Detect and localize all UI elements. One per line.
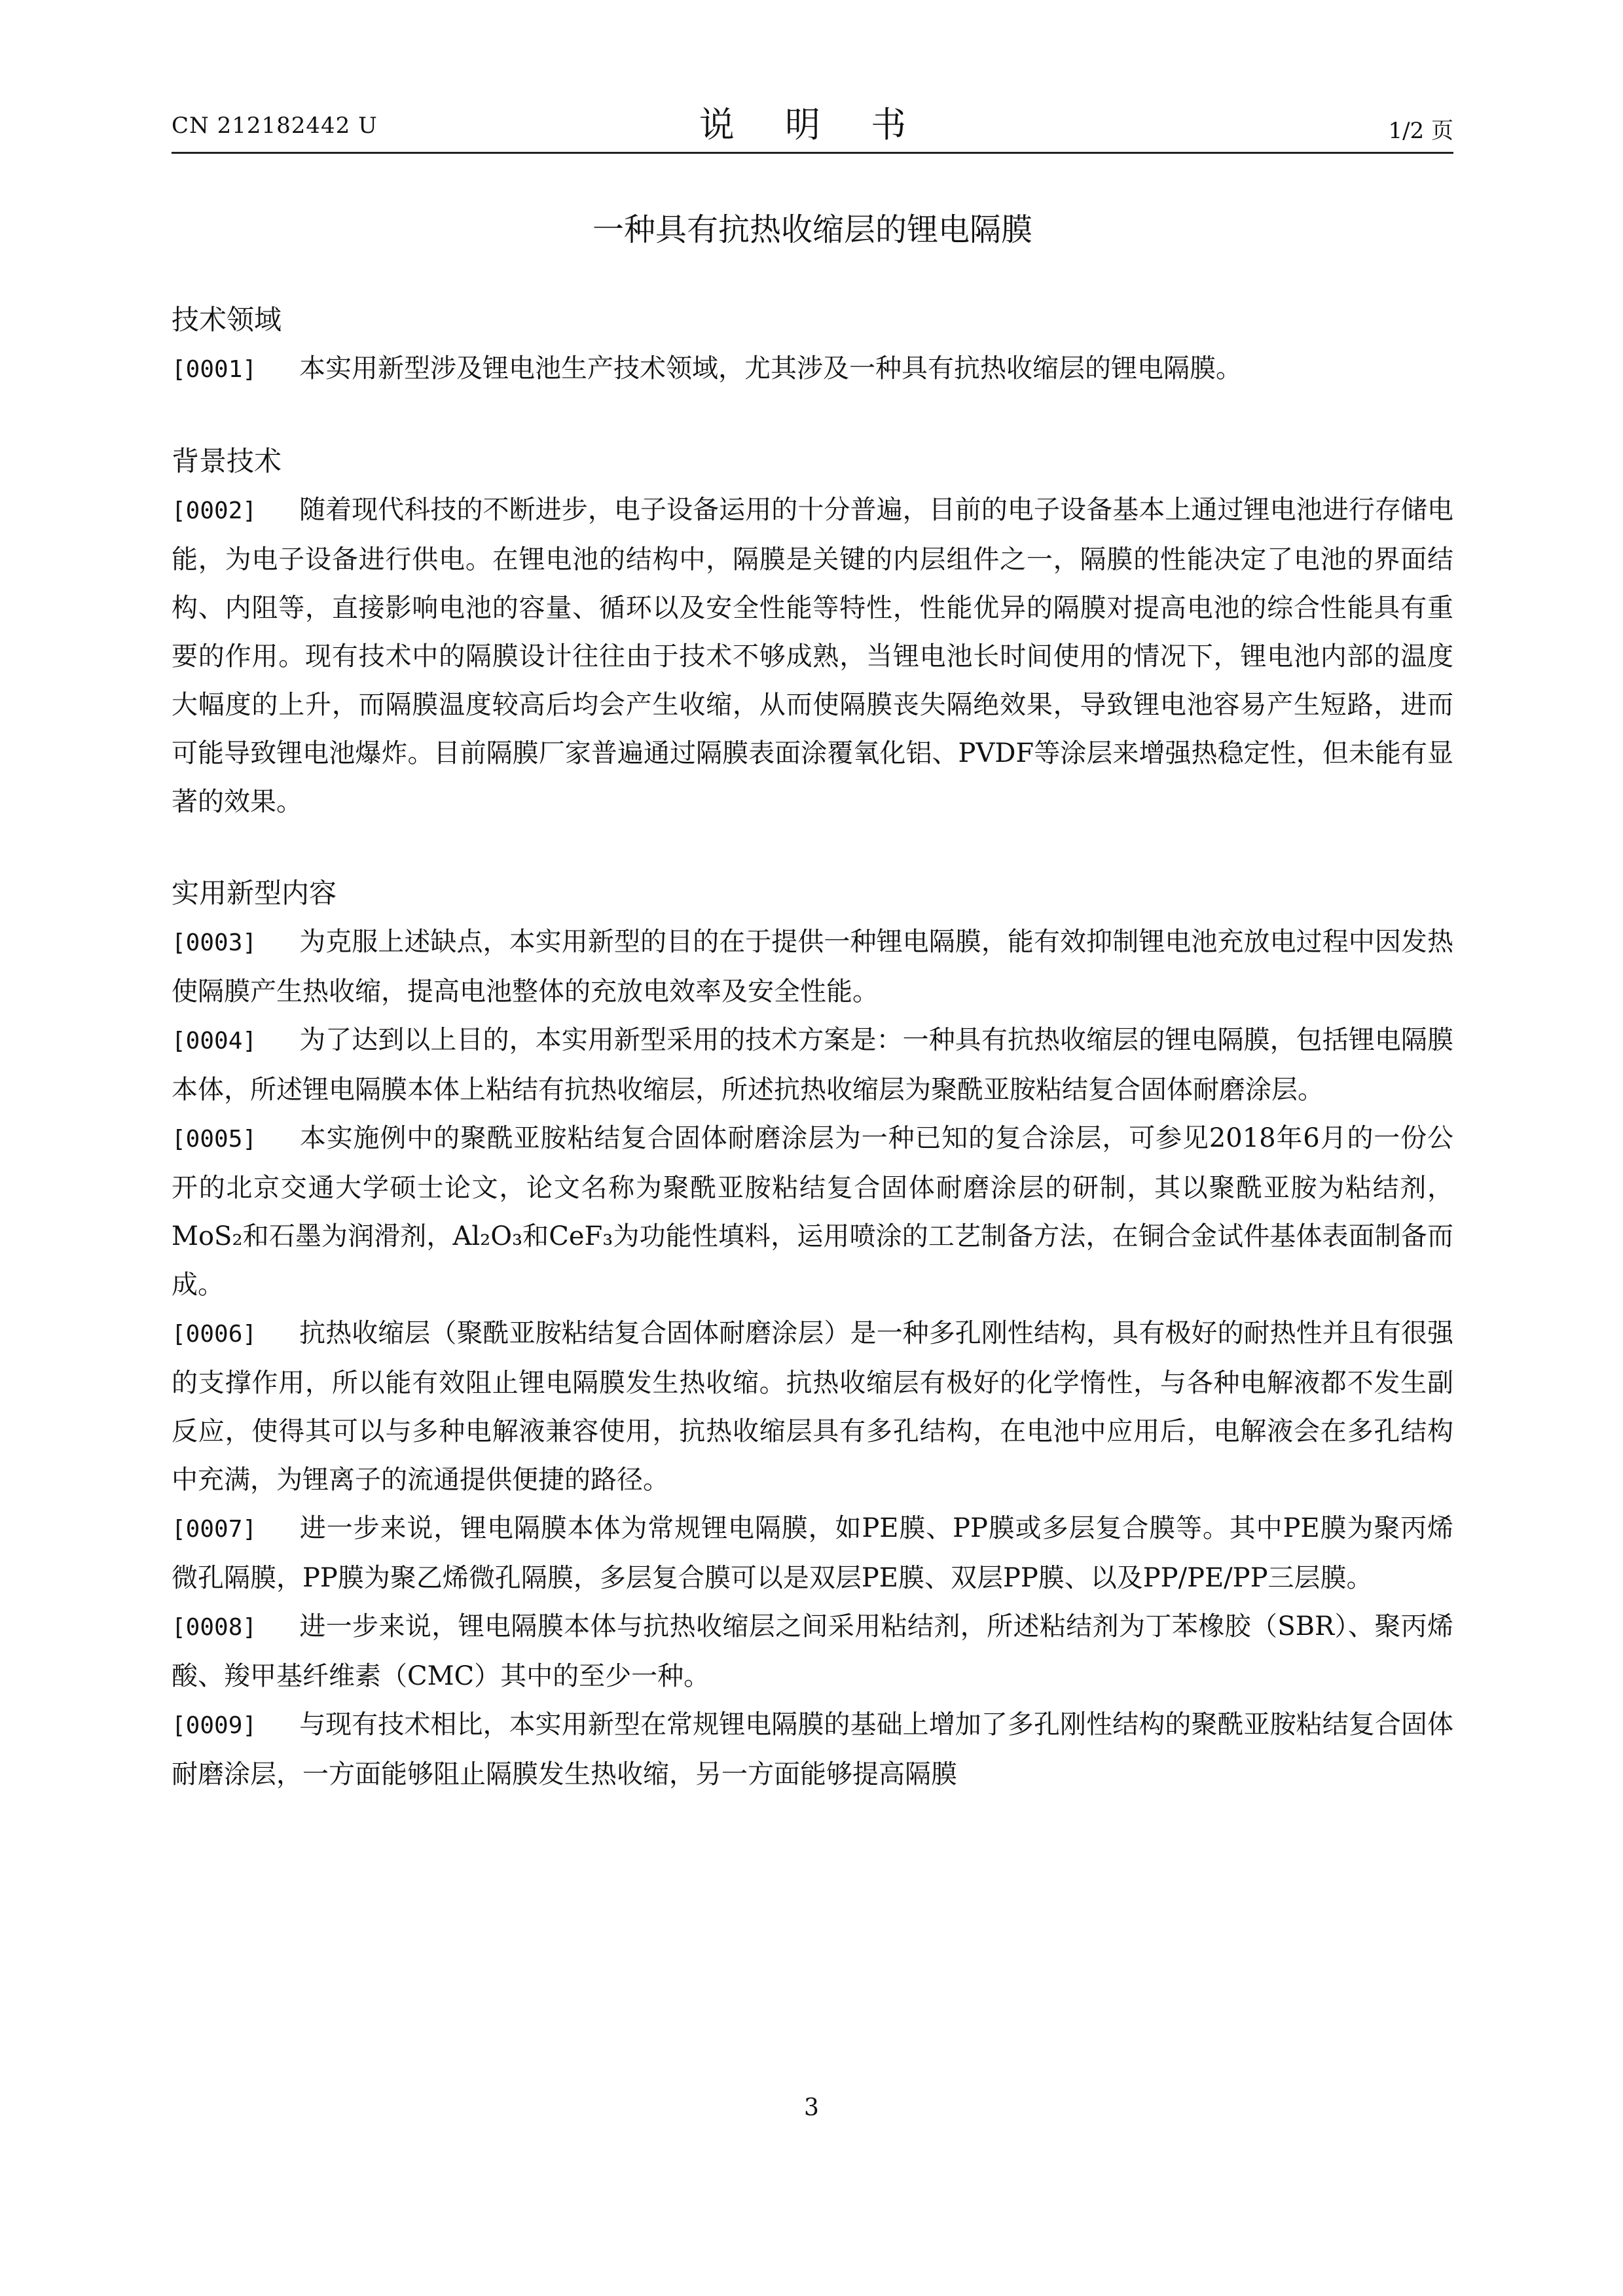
paragraph-text: 与现有技术相比，本实用新型在常规锂电隔膜的基础上增加了多孔刚性结构的聚酰亚胺粘结复合固体耐磨涂层，一方面能够阻止隔膜发生热收缩，另一方面能够提高隔膜 [172,1710,1453,1789]
paragraph [172,1700,1453,1799]
paragraph-text: 抗热收缩层（聚酰亚胺粘结复合固体耐磨涂层）是一种多孔刚性结构，具有极好的耐热性并且有很强的支撑作用，所以能有效阻止锂电隔膜发生热收缩。抗热收缩层有极好的化学惰性，与各种电解液都不发生副反应，使得其可以与多种电解液兼容使用，抗热收缩层具有多孔结构，在电池中应用后，电解液会在多孔结构中充满，为锂离子的流通提供便捷的路径。 [172,1318,1453,1495]
page-info: 1/2 页 [1388,118,1453,144]
paragraph-number: [0004] [172,1028,257,1054]
paragraph-number: [0001] [172,356,257,383]
paragraph [172,486,1453,826]
page-header [172,97,1453,149]
paragraph-text: 进一步来说，锂电隔膜本体为常规锂电隔膜，如PE膜、PP膜或多层复合膜等。其中PE膜为聚丙烯微孔隔膜，PP膜为聚乙烯微孔隔膜，多层复合膜可以是双层PE膜、双层PP膜、以及PP/PE/PP三层膜。 [172,1513,1453,1593]
paragraph-number: [0002] [172,497,257,524]
paragraph [172,918,1453,1016]
page-number: 3 [804,2094,819,2121]
paragraph-number: [0007] [172,1516,257,1543]
document-body [172,296,1453,1799]
paragraph [172,1114,1453,1309]
section-heading: 实用新型内容 [172,877,337,909]
paragraph-text: 进一步来说，锂电隔膜本体与抗热收缩层之间采用粘结剂，所述粘结剂为丁苯橡胶（SBR）、聚丙烯酸、羧甲基纤维素（CMC）其中的至少一种。 [172,1611,1453,1691]
paragraph-text: 为克服上述缺点，本实用新型的目的在于提供一种锂电隔膜，能有效抑制锂电池充放电过程中因发热使隔膜产生热收缩，提高电池整体的充放电效率及安全性能。 [172,927,1453,1007]
paragraph [172,1602,1453,1700]
document-type: 说 明 书 [699,104,926,145]
section-heading: 技术领域 [172,304,282,336]
patent-number: CN 212182442 U [172,113,378,139]
paragraph-number: [0008] [172,1614,257,1641]
paragraph-number: [0003] [172,929,257,956]
paragraph [172,344,1453,394]
section-heading: 背景技术 [172,445,282,477]
section-technical-field [172,296,1453,394]
paragraph-number: [0005] [172,1126,257,1153]
paragraph-text: 本实施例中的聚酰亚胺粘结复合固体耐磨涂层为一种已知的复合涂层，可参见2018年6月的一份公开的北京交通大学硕士论文，论文名称为聚酰亚胺粘结复合固体耐磨涂层的研制，其以聚酰亚胺为粘结剂，MoS₂和石墨为润滑剂，Al₂O₃和CeF₃为功能性填料，运用喷涂的工艺制备方法，在铜合金试件基体表面制备而成。 [172,1123,1453,1300]
paragraph-number: [0009] [172,1712,257,1739]
document-title: 一种具有抗热收缩层的锂电隔膜 [592,211,1032,248]
section-background [172,437,1453,826]
paragraph-text: 本实用新型涉及锂电池生产技术领域，尤其涉及一种具有抗热收缩层的锂电隔膜。 [299,353,1242,384]
section-utility-content [172,869,1453,1799]
paragraph [172,1016,1453,1114]
paragraph-text: 随着现代科技的不断进步，电子设备运用的十分普遍，目前的电子设备基本上通过锂电池进行存储电能，为电子设备进行供电。在锂电池的结构中，隔膜是关键的内层组件之一，隔膜的性能决定了电池的界面结构、内阻等，直接影响电池的容量、循环以及安全性能等特性，性能优异的隔膜对提高电池的综合性能具有重要的作用。现有技术中的隔膜设计往往由于技术不够成熟，当锂电池长时间使用的情况下，锂电池内部的温度大幅度的上升，而隔膜温度较高后均会产生收缩，从而使隔膜丧失隔绝效果，导致锂电池容易产生短路，进而可能导致锂电池爆炸。目前隔膜厂家普遍通过隔膜表面涂覆氧化铝、PVDF等涂层来增强热稳定性，但未能有显著的效果。 [172,495,1453,817]
paragraph [172,1504,1453,1602]
paragraph [172,1309,1453,1504]
header-divider [172,152,1453,154]
paragraph-number: [0006] [172,1321,257,1348]
paragraph-text: 为了达到以上目的，本实用新型采用的技术方案是：一种具有抗热收缩层的锂电隔膜，包括锂电隔膜本体，所述锂电隔膜本体上粘结有抗热收缩层，所述抗热收缩层为聚酰亚胺粘结复合固体耐磨涂层。 [172,1025,1453,1105]
